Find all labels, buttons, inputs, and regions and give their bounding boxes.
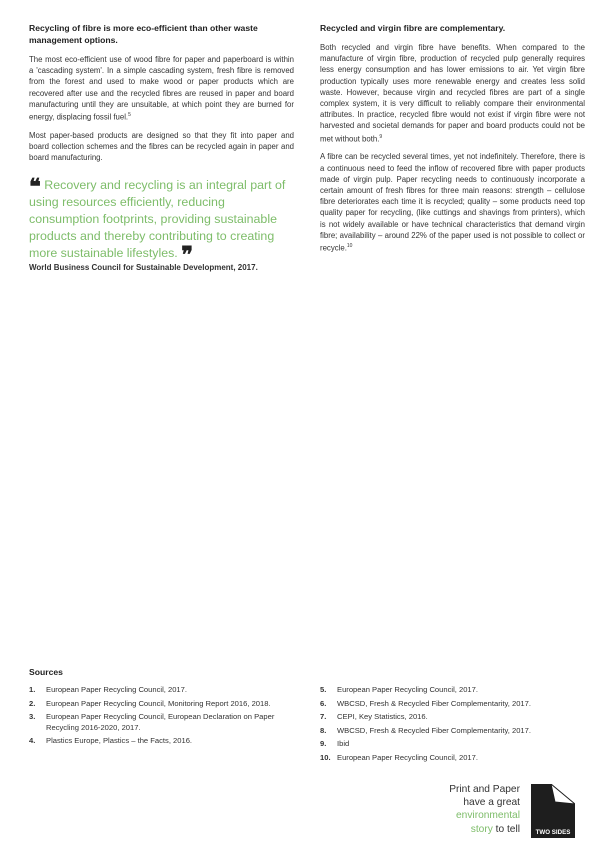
two-sides-logo-icon [531, 784, 575, 838]
body-paragraph: A fibre can be recycled several times, yet not indefinitely. Therefore, there is a continuous need to feed the inflow of recovered fibre with paper products made of virgin pulp. Paper recycling needs to continuously incorporate a certain amount of fresh fibres for three main reasons: strength – cellulose fibre deteriorates each time it is recycled; quality – some products need top quality paper for recycling, (like cuttings and shavings from printers), which is not widely available or have technical characteristics that demand virgin fibre; availability – around 22% of the paper used is not possible to collect or recycle.$^{10}$ [320, 152, 585, 253]
open-quote-icon: ❝ [29, 174, 41, 201]
source-item: 1. European Paper Recycling Council, 2017. [29, 685, 187, 694]
logo-text: TWO SIDES [535, 829, 571, 836]
footnote-ref: 5 [128, 112, 131, 119]
source-item: 7. CEPI, Key Statistics, 2016. [320, 712, 428, 722]
sources-list-right [320, 685, 575, 767]
sources-title: Sources [29, 667, 63, 677]
source-item: 9. Ibid [320, 739, 350, 749]
body-paragraph: The most eco-efficient use of wood fibre for paper and paperboard is within a 'cascading system'. In a simple cascading system, fresh fibre is removed from the forest and used to make wood or paper products which are recovered after use and the recycled fibres are reused in paper and board manufacturing until they are unsuitable, at which point they are burned for energy, displacing fossil fuel.$^5$ [29, 55, 294, 122]
source-item: 6. WBCSD, Fresh & Recycled Fiber Complementarity, 2017. [320, 698, 531, 708]
source-item: 3. European Paper Recycling Council, European Declaration on Paper Recycling 2016-2020, 2017. [29, 712, 275, 732]
section-heading: Recycling of fibre is more eco-efficient than other waste management options. [29, 23, 258, 45]
sources-list-left [29, 685, 284, 750]
right-column [320, 22, 585, 261]
footnote-ref: 10 [346, 243, 353, 250]
left-column [29, 22, 294, 272]
body-paragraph: Both recycled and virgin fibre have benefits. When compared to the manufacture of virgin fibre, production of recycled pulp generally requires less energy consumption and has lower emissions to air. Yet virgin fibre production typically uses more renewable energy and creates less solid waste. However, because virgin and recycled fibres are part of a single complex system, it is very difficult to reliably compare their environmental attributes. In practice, recycled fibre would not exist if virgin fibre were not harvested and societal demands for paper and board products could not be met without both.$^9$ [320, 43, 585, 144]
source-item: 4. Plastics Europe, Plastics – the Facts, 2016. [29, 736, 193, 746]
quote-attribution: World Business Council for Sustainable Development, 2017. [29, 263, 258, 273]
source-item: 5. European Paper Recycling Council, 2017. [320, 685, 478, 694]
section-heading: Recycled and virgin fibre are complementary. [320, 23, 506, 33]
source-item: 8. WBCSD, Fresh & Recycled Fiber Complementarity, 2017. [320, 725, 531, 735]
tagline: Print and Paper have a great environmental story to tell [449, 784, 520, 835]
body-paragraph: Most paper-based products are designed so that they fit into paper and board collection schemes and the fibres can be recycled again in paper and board manufacturing. [29, 130, 294, 163]
source-item: 2. European Paper Recycling Council, Monitoring Report 2016, 2018. [29, 698, 271, 708]
quote-text: Recovery and recycling is an integral part of using resources efficiently, reducing consumption footprints, providing sustainable products and thereby contributing to creating more sustainable lifestyles. [29, 178, 286, 260]
close-quote-icon: ❞ [181, 241, 194, 268]
footnote-ref: 9 [379, 133, 383, 140]
source-item: 10. European Paper Recycling Council, 2017. [320, 752, 478, 762]
